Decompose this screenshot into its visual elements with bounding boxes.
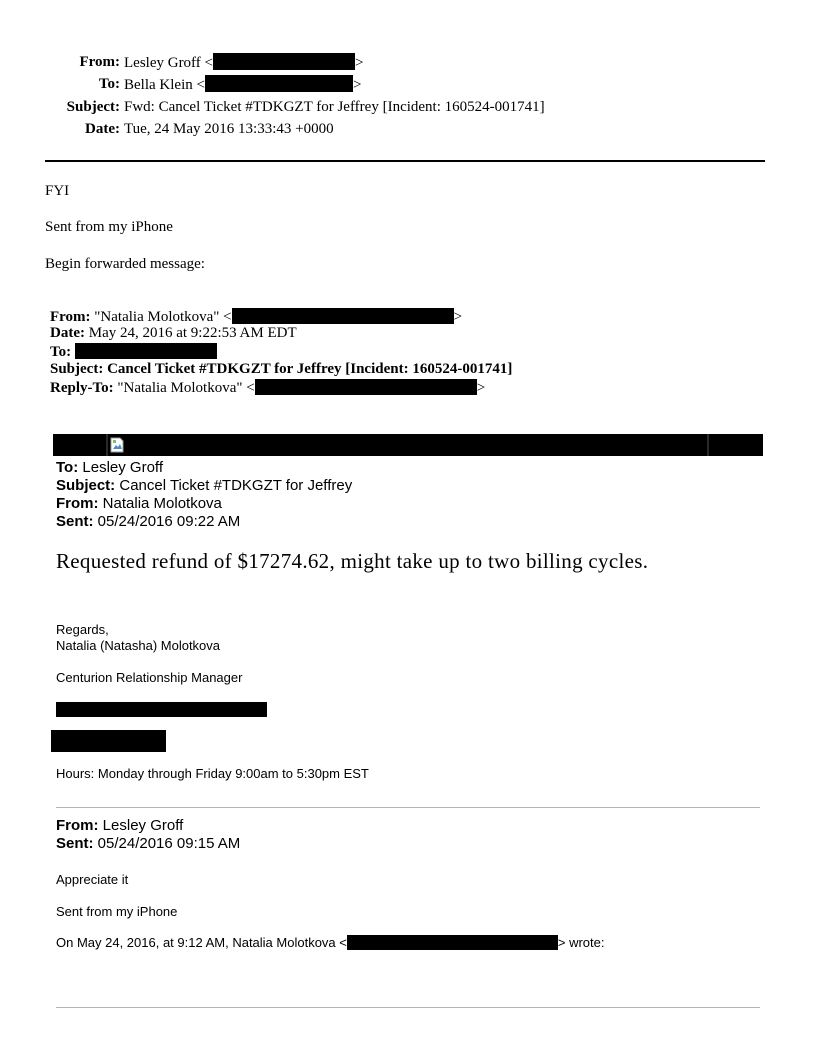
redaction-block [232, 308, 454, 324]
earlier-from-value: Lesley Groff [102, 817, 184, 834]
inner-sent-row [56, 513, 240, 531]
fwd-replyto-value: "Natalia Molotkova" < [117, 380, 255, 396]
inner-sent-value: 05/24/2016 09:22 AM [97, 513, 241, 530]
inner-sent-label: Sent: [56, 513, 94, 530]
header-from-name: Lesley Groff < [124, 55, 213, 71]
fwd-date-value: May 24, 2016 at 9:22:53 AM EDT [88, 325, 297, 341]
redaction-block [347, 935, 558, 950]
inner-subject-row [56, 477, 352, 495]
body-fyi: FYI [45, 183, 70, 199]
bottom-divider [56, 1007, 760, 1008]
header-date-label: Date: [85, 121, 120, 137]
earlier-from-label: From: [56, 817, 99, 834]
close-bracket: > [355, 55, 364, 71]
banner-gap [707, 434, 709, 456]
redaction-block [213, 53, 355, 70]
signature-title: Centurion Relationship Manager [56, 670, 243, 685]
header-subject-value: Fwd: Cancel Ticket #TDKGZT for Jeffrey [Incident: 160524-001741] [124, 99, 545, 115]
refund-message: Requested refund of $17274.62, might take up to two billing cycles. [56, 549, 649, 573]
header-to-value [124, 75, 361, 94]
fwd-date-label: Date: [50, 325, 85, 341]
signature-hours: Hours: Monday through Friday 9:00am to 5:30pm EST [56, 766, 369, 781]
earlier-from-row [56, 817, 183, 835]
header-divider [45, 160, 765, 162]
inner-from-value: Natalia Molotkova [102, 495, 222, 512]
earlier-sent-label: Sent: [56, 835, 94, 852]
earlier-line-appreciate: Appreciate it [56, 872, 129, 887]
inner-from-row [56, 495, 222, 513]
banner-gap [106, 434, 108, 456]
fwd-date-row [50, 325, 297, 342]
header-from-value [124, 53, 363, 72]
inner-from-label: From: [56, 495, 99, 512]
header-to-name: Bella Klein < [124, 77, 205, 93]
redacted-banner [53, 434, 763, 456]
message-divider [56, 807, 760, 808]
earlier-sent-row [56, 835, 240, 853]
fwd-from-value: "Natalia Molotkova" < [94, 309, 232, 325]
broken-image-icon [110, 437, 124, 453]
inner-to-label: To: [56, 459, 79, 476]
redaction-block [51, 730, 166, 752]
fwd-replyto-label: Reply-To: [50, 380, 114, 396]
inner-to-value: Lesley Groff [82, 459, 163, 476]
fwd-replyto-row [50, 379, 485, 397]
redaction-block [56, 702, 267, 717]
redaction-block [255, 379, 477, 395]
fwd-subject-label: Subject: [50, 361, 104, 377]
quote-prefix: On May 24, 2016, at 9:12 AM, Natalia Molotkova < [56, 935, 347, 950]
fwd-from-label: From: [50, 309, 91, 325]
earlier-line-sent-from: Sent from my iPhone [56, 904, 178, 919]
signature-regards: Regards, [56, 622, 109, 637]
body-begin-forwarded: Begin forwarded message: [45, 256, 205, 272]
quote-suffix: > wrote: [557, 935, 605, 950]
earlier-quote-line [56, 935, 604, 950]
fwd-subject-value: Cancel Ticket #TDKGZT for Jeffrey [Incident: 160524-001741] [107, 361, 513, 377]
inner-to-row [56, 459, 163, 477]
close-bracket: > [352, 77, 362, 93]
signature-name: Natalia (Natasha) Molotkova [56, 638, 221, 653]
fwd-to-row [50, 343, 217, 361]
header-to-label: To: [98, 76, 120, 92]
fwd-from-row [50, 308, 462, 326]
inner-subject-label: Subject: [56, 477, 116, 494]
header-subject-label: Subject: [66, 99, 120, 115]
body-sent-from: Sent from my iPhone [45, 219, 173, 235]
fwd-subject-row [50, 361, 512, 378]
redaction-block [75, 343, 217, 359]
close-bracket: > [453, 309, 463, 325]
inner-subject-value: Cancel Ticket #TDKGZT for Jeffrey [119, 477, 353, 494]
redaction-block [205, 75, 353, 92]
close-bracket: > [476, 380, 486, 396]
header-date-value: Tue, 24 May 2016 13:33:43 +0000 [124, 121, 334, 137]
fwd-to-label: To: [50, 344, 72, 360]
earlier-sent-value: 05/24/2016 09:15 AM [97, 835, 241, 852]
header-from-label: From: [79, 54, 120, 70]
